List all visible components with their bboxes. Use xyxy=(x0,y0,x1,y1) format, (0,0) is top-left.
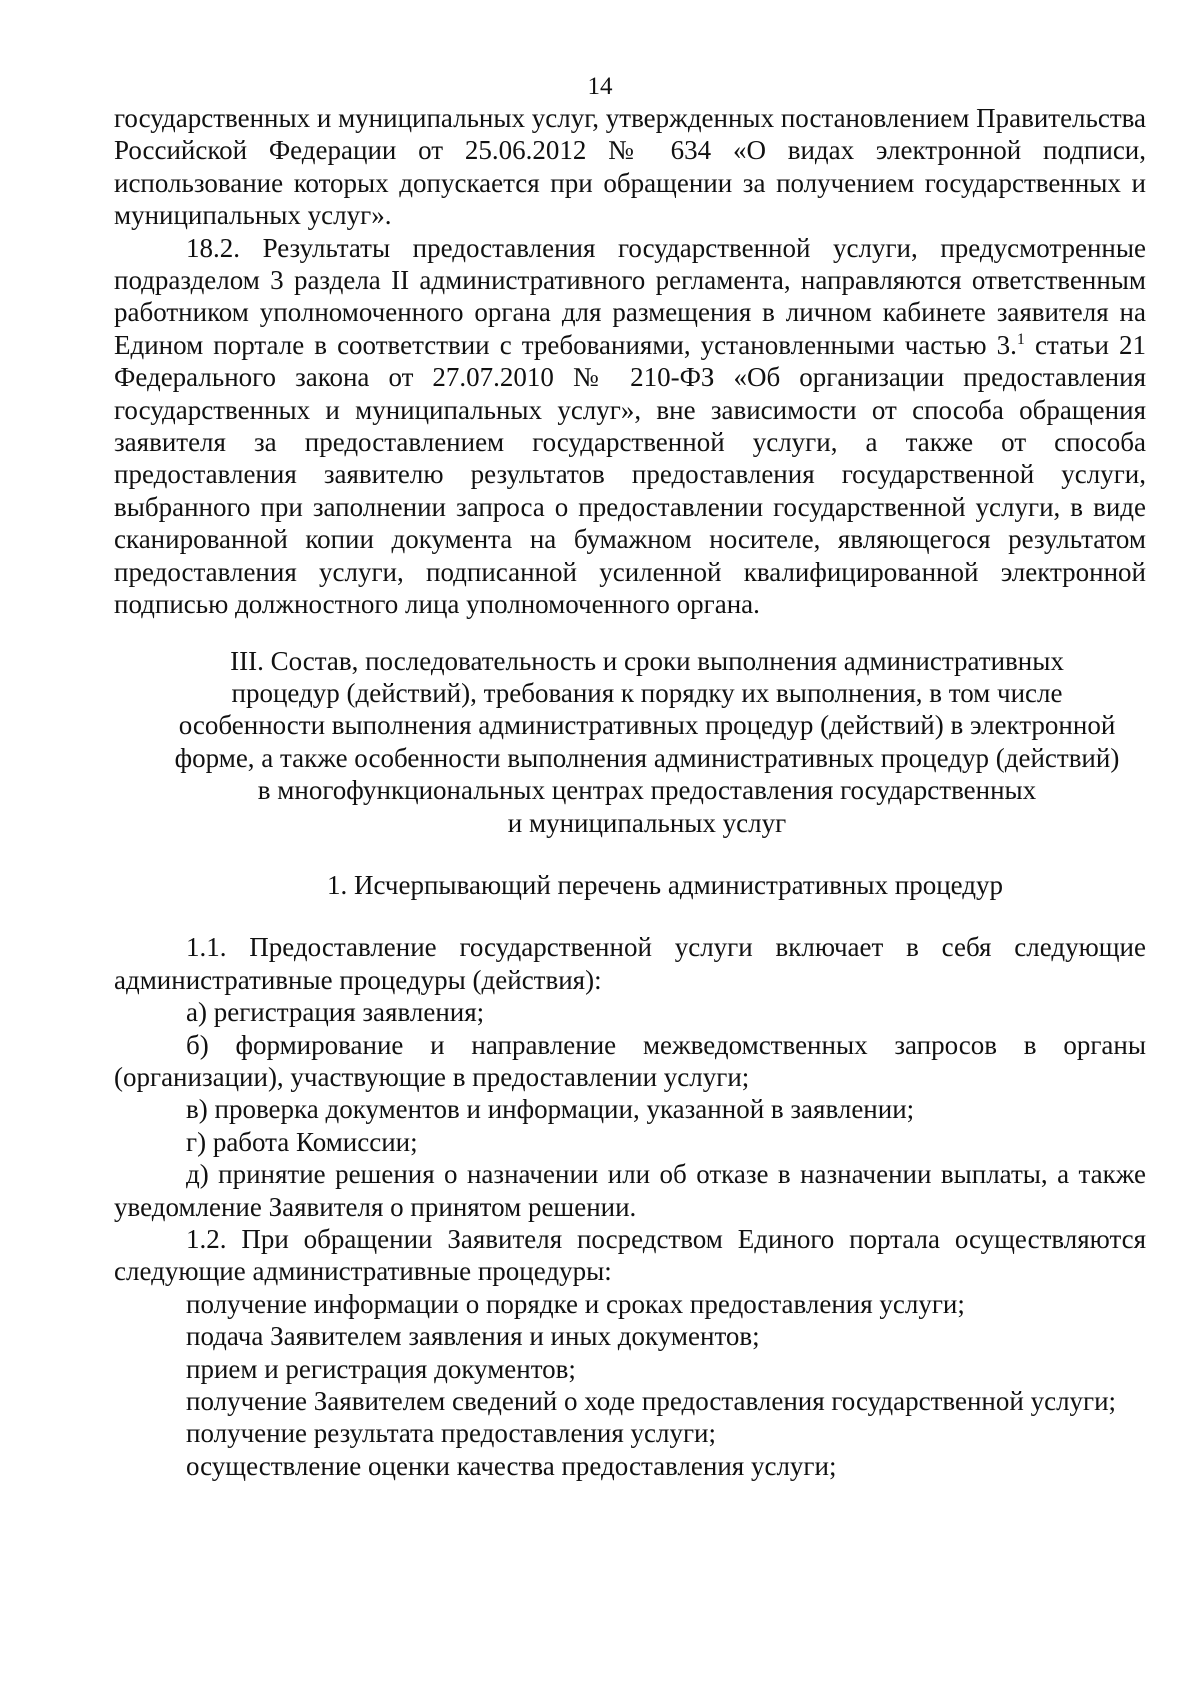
section-heading-line: и муниципальных услуг xyxy=(507,807,787,838)
section-heading-line: III. Состав, последовательность и сроки выполнения административных xyxy=(230,645,1064,676)
list-item-v: в) проверка документов и информации, указанной в заявлении; xyxy=(186,1094,915,1125)
list-item-a: а) регистрация заявления; xyxy=(186,997,485,1028)
page-number: 14 xyxy=(587,73,613,100)
section-heading-line: процедур (действий), требования к порядку их выполнения, в том числе xyxy=(231,677,1063,708)
paragraph-1-1: 1.1. Предоставление государственной услуги включает в себя следующие административные процедуры (действия): xyxy=(114,932,1146,995)
paragraph-18-2-part1: 18.2. Результаты предоставления государственной услуги, предусмотренные подразделом 3 раздела II административного регламента, направляются ответственным работником уполномоченного органа для размещения в личном кабинете заявителя на Едином портале в соответствии с требованиями, установленными частью 3. xyxy=(114,232,1146,360)
list-item-d: д) принятие решения о назначении или об отказе в назначении выплаты, а также уведомление Заявителя о принятом решении. xyxy=(114,1159,1146,1222)
list-item: получение информации о порядке и сроках предоставления услуги; xyxy=(186,1288,965,1319)
paragraph-18-2-part2: статьи 21 Федерального закона от 27.07.2010 № 210-ФЗ «Об организации предоставления государственных и муниципальных услуг», вне зависимости от способа обращения заявителя за предоставлением государственной услуги, а также от способа предоставления заявителю результатов предоставления государственной услуги, выбранного при заполнении запроса о предоставлении государственной услуги, в виде сканированной копии документа на бумажном носителе, являющегося результатом предоставления услуги, подписанной усиленной квалифицированной электронной подписью должностного лица уполномоченного органа. xyxy=(114,329,1146,620)
paragraph-1-2: 1.2. При обращении Заявителя посредством Единого портала осуществляются следующие административные процедуры: xyxy=(114,1224,1146,1287)
list-item: осуществление оценки качества предоставления услуги; xyxy=(186,1450,837,1481)
section-heading-line: в многофункциональных центрах предоставления государственных xyxy=(257,775,1037,806)
list-item: получение Заявителем сведений о ходе предоставления государственной услуги; xyxy=(186,1386,1117,1417)
subsection-heading: 1. Исчерпывающий перечень административных процедур xyxy=(326,869,1004,900)
section-heading-line: форме, а также особенности выполнения административных процедур (действий) xyxy=(174,742,1120,773)
section-heading xyxy=(114,645,1146,839)
list-item: подача Заявителем заявления и иных документов; xyxy=(186,1321,760,1352)
section-heading-line: особенности выполнения административных процедур (действий) в электронной xyxy=(178,710,1116,741)
document-body xyxy=(114,102,1146,1482)
paragraph-continuation: государственных и муниципальных услуг, утвержденных постановлением Правительства Российской Федерации от 25.06.2012 № 634 «О видах электронной подписи, использование которых допускается при обращении за получением государственных и муниципальных услуг». xyxy=(114,103,1146,231)
list-item-b: б) формирование и направление межведомственных запросов в органы (организации), участвующие в предоставлении услуги; xyxy=(114,1029,1146,1092)
footnote-marker: 1 xyxy=(1016,330,1025,348)
list-item: прием и регистрация документов; xyxy=(186,1353,576,1384)
paragraph-18-2 xyxy=(114,232,1146,621)
list-item: получение результата предоставления услуги; xyxy=(186,1418,717,1449)
list-item-g: г) работа Комиссии; xyxy=(186,1126,418,1157)
